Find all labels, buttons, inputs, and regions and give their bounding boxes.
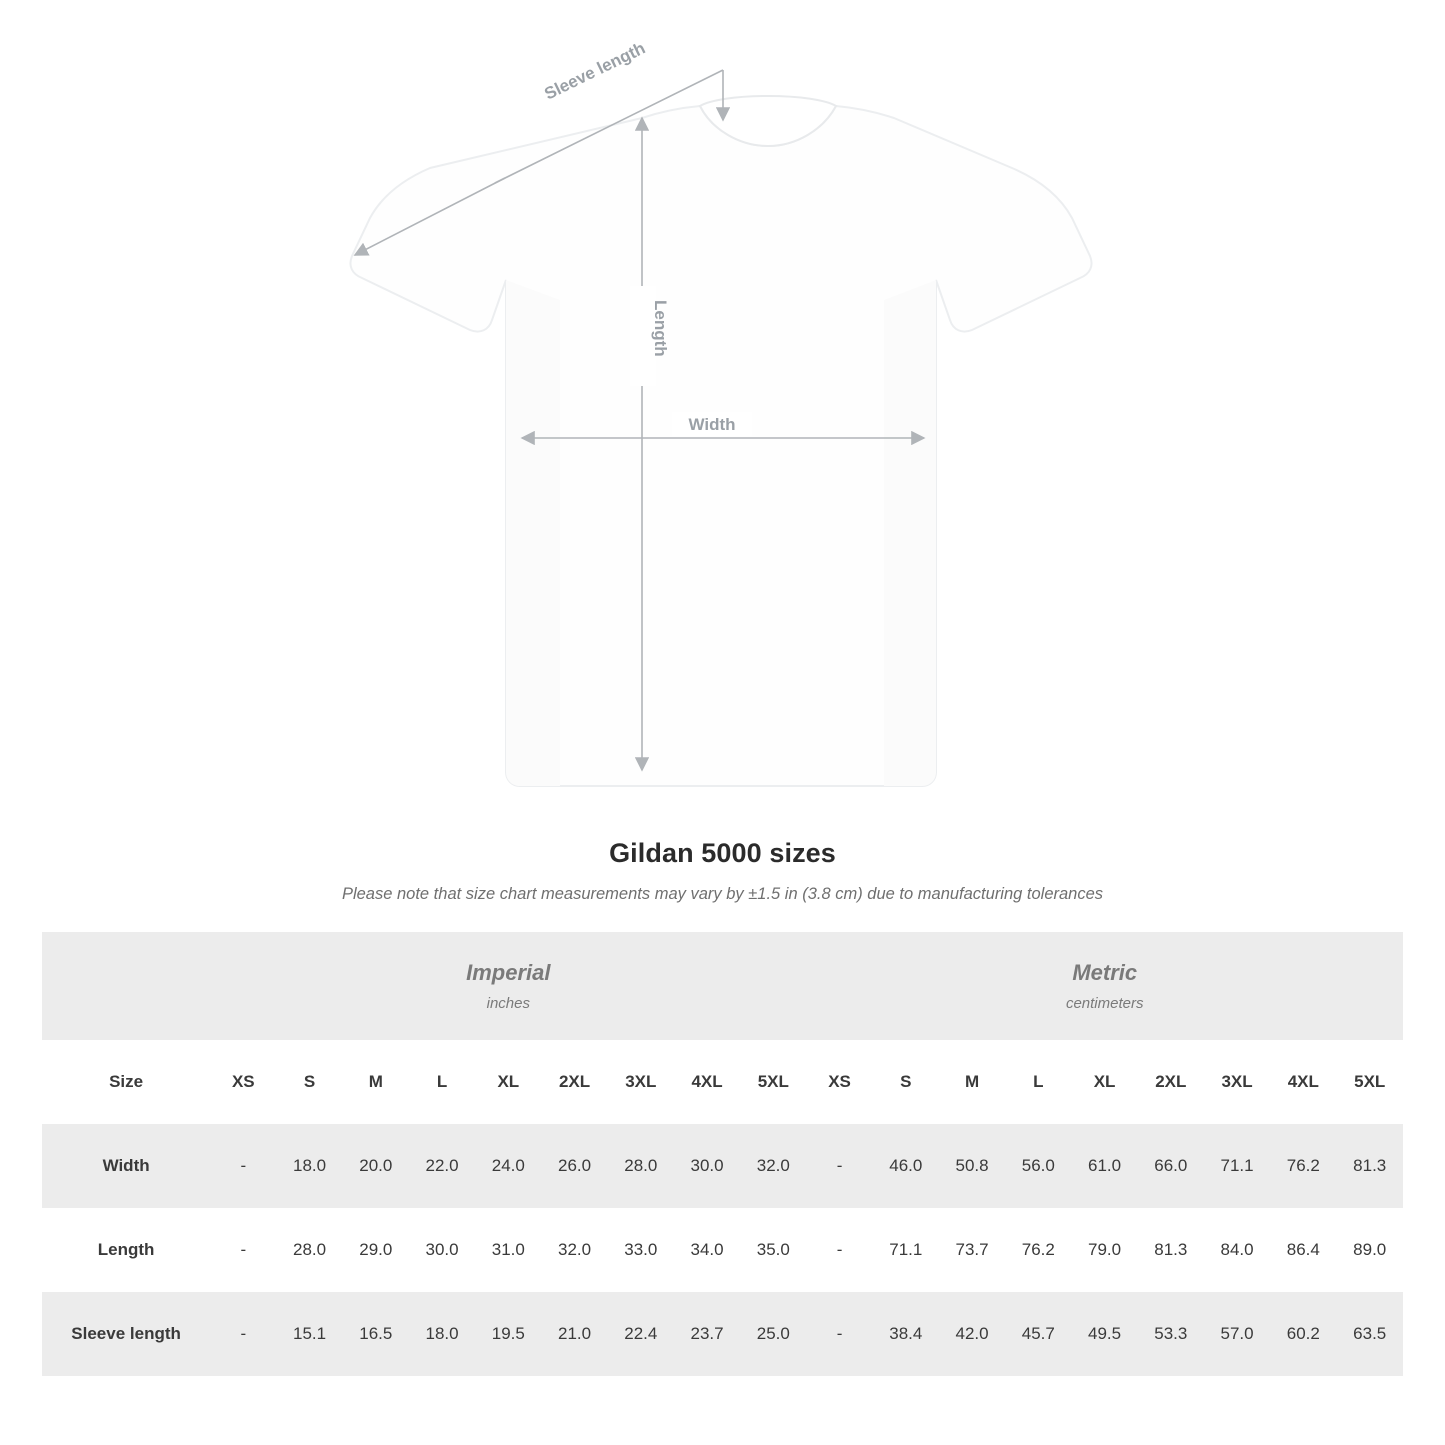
size-imp-8: 5XL: [740, 1040, 806, 1124]
size-met-7: 4XL: [1270, 1040, 1336, 1124]
cell-length-imp-3: 30.0: [409, 1208, 475, 1292]
cell-width-met-3: 56.0: [1005, 1124, 1071, 1208]
size-met-5: 2XL: [1138, 1040, 1204, 1124]
cell-sleeve-imp-2: 16.5: [343, 1292, 409, 1376]
cell-length-met-0: -: [806, 1208, 872, 1292]
cell-sleeve-met-4: 49.5: [1071, 1292, 1137, 1376]
cell-width-met-8: 81.3: [1336, 1124, 1403, 1208]
title-block: [0, 838, 1445, 904]
cell-width-imp-6: 28.0: [608, 1124, 674, 1208]
cell-length-imp-1: 28.0: [276, 1208, 342, 1292]
cell-length-imp-6: 33.0: [608, 1208, 674, 1292]
cell-sleeve-imp-4: 19.5: [475, 1292, 541, 1376]
cell-width-imp-2: 20.0: [343, 1124, 409, 1208]
cell-width-met-0: -: [806, 1124, 872, 1208]
tolerance-note: Please note that size chart measurements may vary by ±1.5 in (3.8 cm) due to manufacturing tolerances: [341, 885, 1104, 903]
cell-length-imp-2: 29.0: [343, 1208, 409, 1292]
cell-sleeve-met-5: 53.3: [1138, 1292, 1204, 1376]
cell-sleeve-met-2: 42.0: [939, 1292, 1005, 1376]
size-met-2: M: [939, 1040, 1005, 1124]
cell-sleeve-imp-0: -: [210, 1292, 276, 1376]
size-imp-7: 4XL: [674, 1040, 740, 1124]
cell-width-imp-4: 24.0: [475, 1124, 541, 1208]
cell-sleeve-imp-5: 21.0: [541, 1292, 607, 1376]
size-imp-2: M: [343, 1040, 409, 1124]
cell-sleeve-met-3: 45.7: [1005, 1292, 1071, 1376]
cell-width-imp-5: 26.0: [541, 1124, 607, 1208]
metric-name: Metric: [1072, 960, 1138, 985]
page-title: Gildan 5000 sizes: [609, 838, 836, 868]
size-met-3: L: [1005, 1040, 1071, 1124]
cell-length-imp-5: 32.0: [541, 1208, 607, 1292]
size-imp-4: XL: [475, 1040, 541, 1124]
size-imp-1: S: [276, 1040, 342, 1124]
cell-length-met-8: 89.0: [1336, 1208, 1403, 1292]
cell-sleeve-imp-6: 22.4: [608, 1292, 674, 1376]
cell-length-met-4: 79.0: [1071, 1208, 1137, 1292]
cell-width-imp-8: 32.0: [740, 1124, 806, 1208]
size-imp-6: 3XL: [608, 1040, 674, 1124]
cell-width-met-4: 61.0: [1071, 1124, 1137, 1208]
cell-sleeve-imp-3: 18.0: [409, 1292, 475, 1376]
cell-width-imp-1: 18.0: [276, 1124, 342, 1208]
cell-sleeve-met-8: 63.5: [1336, 1292, 1403, 1376]
cell-sleeve-met-1: 38.4: [873, 1292, 939, 1376]
cell-width-met-2: 50.8: [939, 1124, 1005, 1208]
sleeve-length-label: Sleeve length: [541, 38, 649, 104]
cell-length-met-5: 81.3: [1138, 1208, 1204, 1292]
cell-width-met-7: 76.2: [1270, 1124, 1336, 1208]
cell-width-met-1: 46.0: [873, 1124, 939, 1208]
table-row-sleeve-length: [42, 1292, 1403, 1376]
cell-width-imp-3: 22.0: [409, 1124, 475, 1208]
cell-length-met-3: 76.2: [1005, 1208, 1071, 1292]
size-chart-table: [42, 932, 1403, 1376]
size-met-6: 3XL: [1204, 1040, 1270, 1124]
cell-width-met-5: 66.0: [1138, 1124, 1204, 1208]
size-imp-5: 2XL: [541, 1040, 607, 1124]
cell-length-imp-0: -: [210, 1208, 276, 1292]
cell-sleeve-met-0: -: [806, 1292, 872, 1376]
cell-sleeve-imp-7: 23.7: [674, 1292, 740, 1376]
cell-sleeve-imp-1: 15.1: [276, 1292, 342, 1376]
size-header-row: [42, 1040, 1403, 1124]
unit-header-imperial: [210, 932, 806, 1040]
cell-length-imp-8: 35.0: [740, 1208, 806, 1292]
size-met-8: 5XL: [1336, 1040, 1403, 1124]
cell-length-imp-4: 31.0: [475, 1208, 541, 1292]
size-imp-3: L: [409, 1040, 475, 1124]
table-row-length: [42, 1208, 1403, 1292]
size-met-0: XS: [806, 1040, 872, 1124]
cell-width-imp-7: 30.0: [674, 1124, 740, 1208]
width-label: Width: [688, 415, 736, 434]
size-imp-0: XS: [210, 1040, 276, 1124]
cell-width-imp-0: -: [210, 1124, 276, 1208]
imperial-name: Imperial: [466, 960, 551, 985]
metric-sub: centimeters: [1065, 995, 1144, 1012]
cell-width-met-6: 71.1: [1204, 1124, 1270, 1208]
cell-sleeve-met-7: 60.2: [1270, 1292, 1336, 1376]
cell-length-met-6: 84.0: [1204, 1208, 1270, 1292]
row-label-length: Length: [42, 1208, 210, 1292]
cell-length-met-1: 71.1: [873, 1208, 939, 1292]
cell-length-imp-7: 34.0: [674, 1208, 740, 1292]
cell-length-met-7: 86.4: [1270, 1208, 1336, 1292]
row-label-sleeve-length: Sleeve length: [42, 1292, 210, 1376]
unit-header-spacer: [42, 932, 210, 1040]
row-label-width: Width: [42, 1124, 210, 1208]
size-met-1: S: [873, 1040, 939, 1124]
size-met-4: XL: [1071, 1040, 1137, 1124]
unit-header-metric: [806, 932, 1403, 1040]
cell-sleeve-imp-8: 25.0: [740, 1292, 806, 1376]
cell-sleeve-met-6: 57.0: [1204, 1292, 1270, 1376]
unit-header-row: [42, 932, 1403, 1040]
cell-length-met-2: 73.7: [939, 1208, 1005, 1292]
size-table-wrapper: [42, 932, 1403, 1376]
table-row-width: [42, 1124, 1403, 1208]
imperial-sub: inches: [486, 995, 530, 1012]
length-label: Length: [651, 300, 670, 357]
size-label: Size: [42, 1040, 210, 1124]
